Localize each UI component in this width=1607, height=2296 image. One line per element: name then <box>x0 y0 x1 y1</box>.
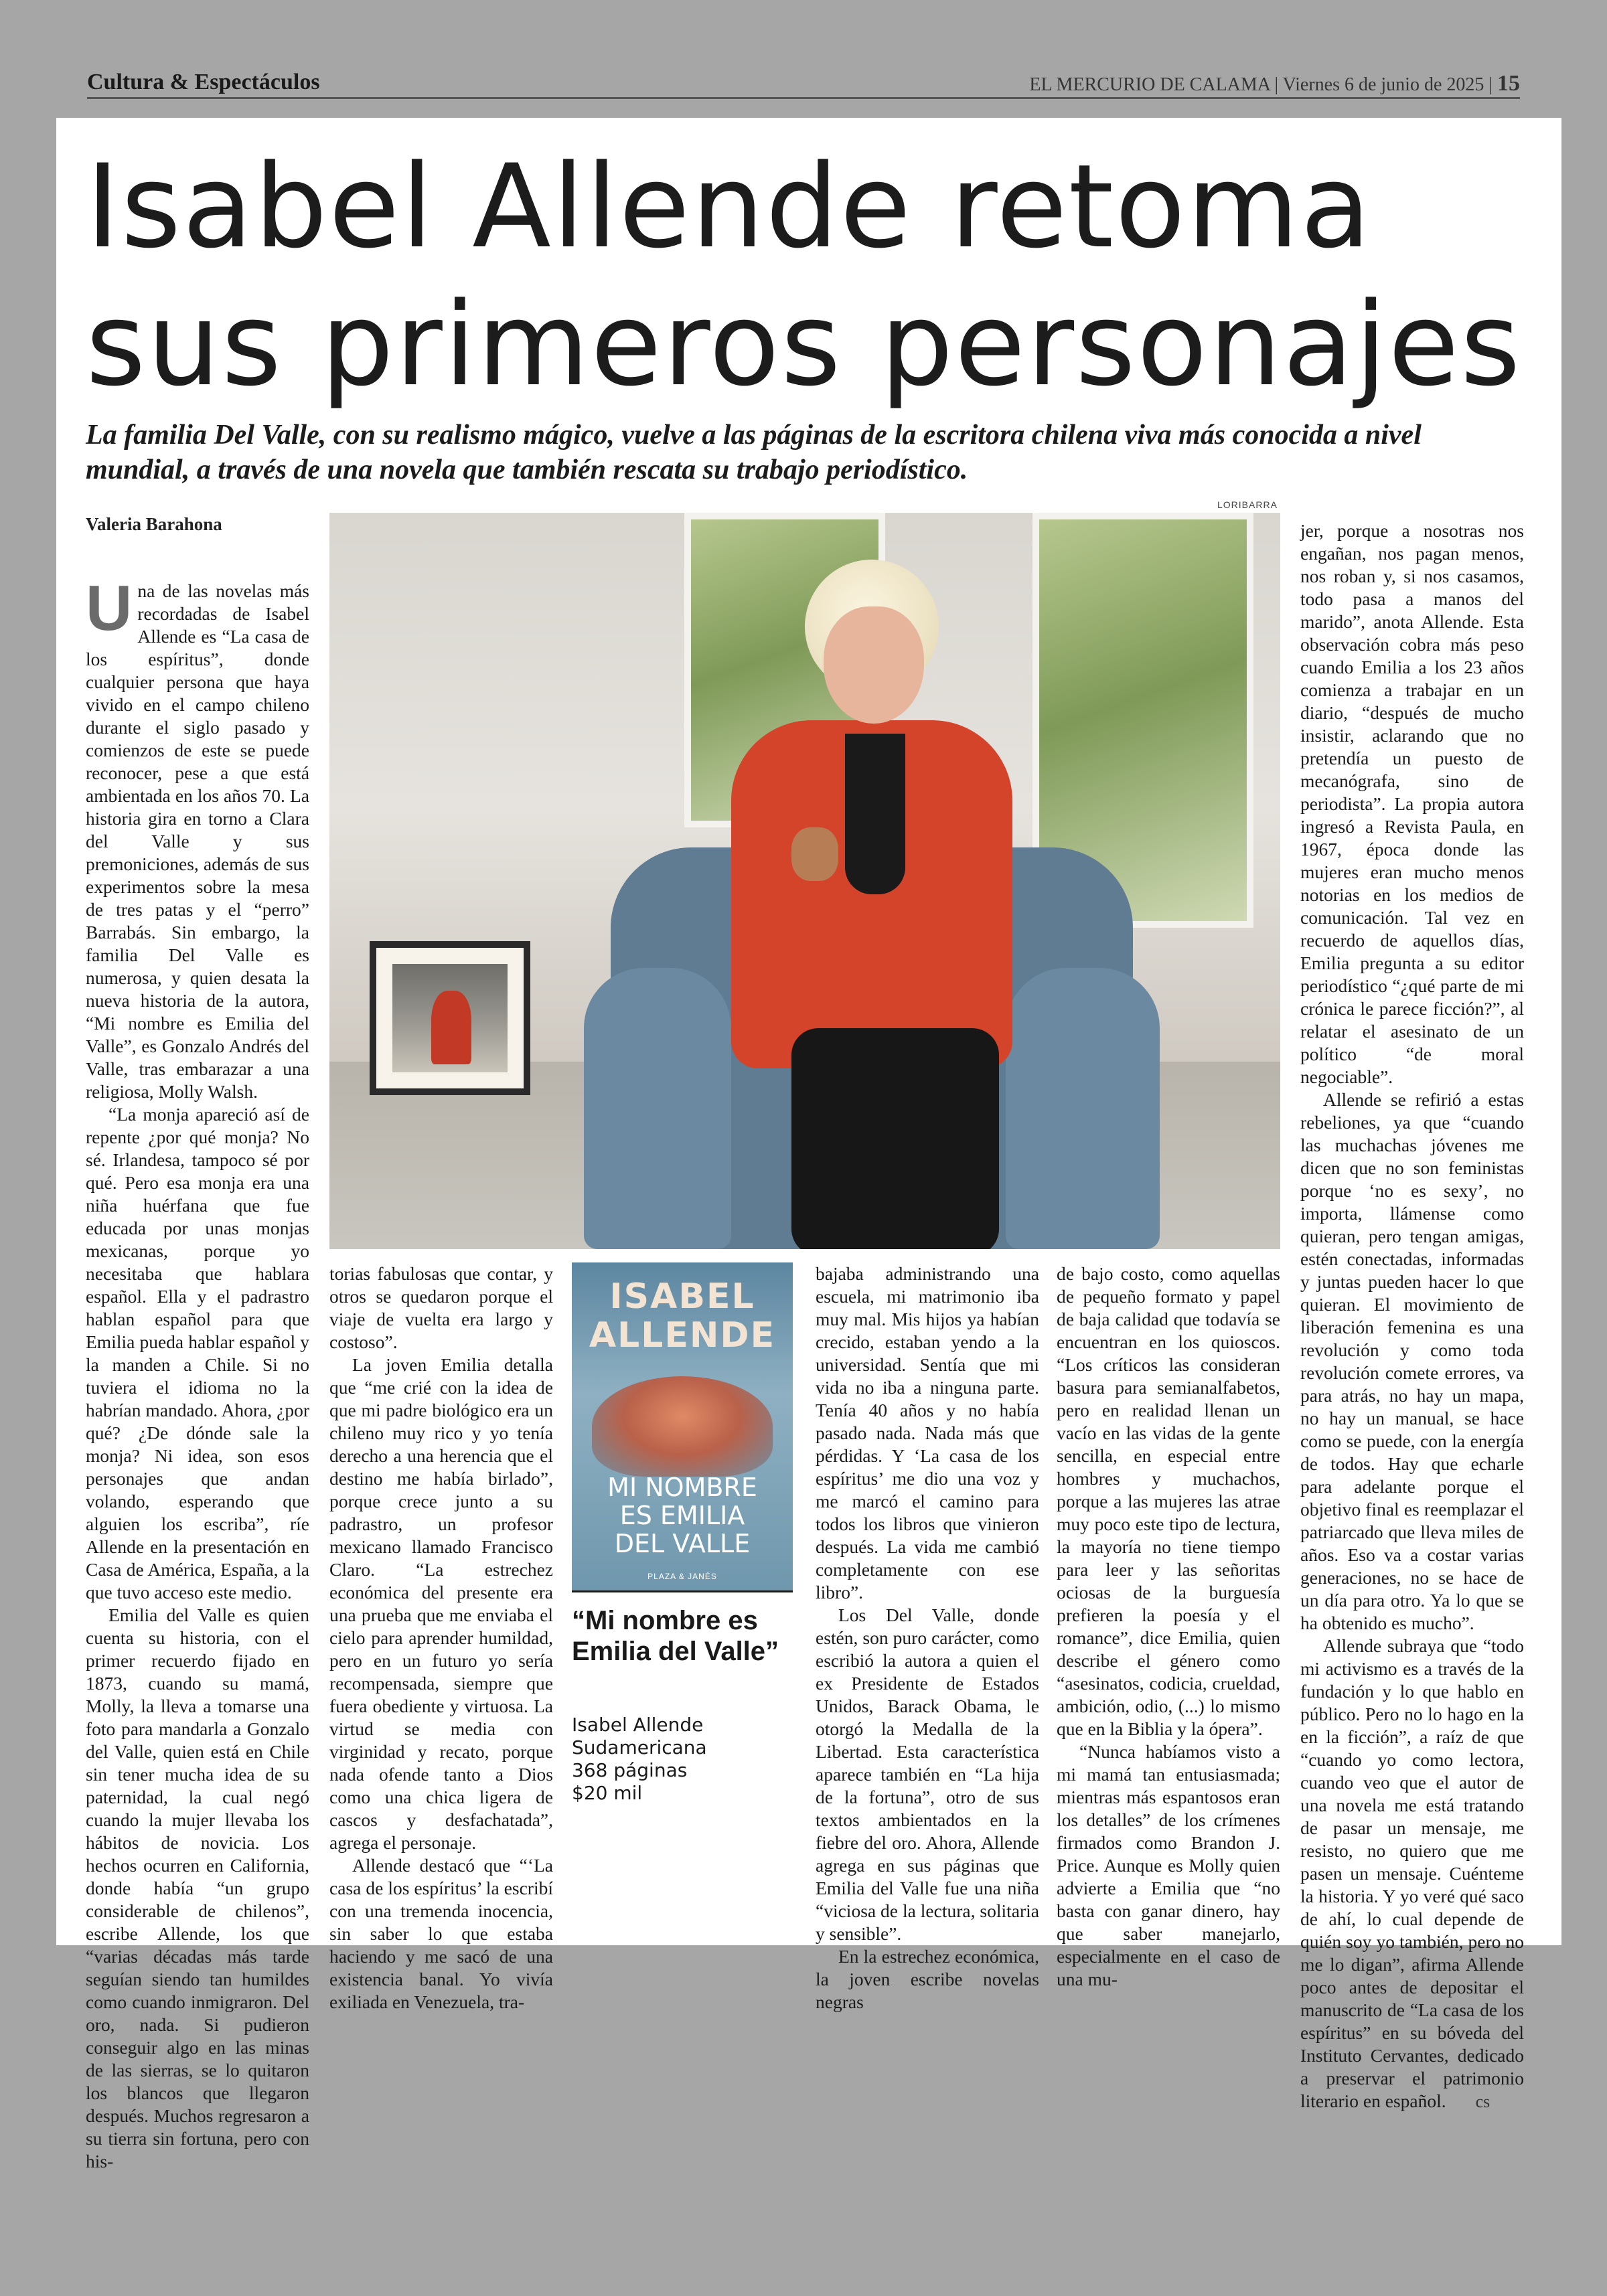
folio-right: EL MERCURIO DE CALAMA | Viernes 6 de junio de 2025 | 15 <box>1029 71 1520 96</box>
page-number: 15 <box>1497 71 1520 96</box>
dropcap: U <box>86 572 133 644</box>
photo-credit: LORIBARRA <box>1217 499 1278 510</box>
paragraph: “Nunca habíamos visto a mi mamá tan entusiasmada; mientras más espantosos eran los detalles” de los crímenes firmados como Brandon J. Price. Aunque es Molly quien advierte a Emilia que “no basta con ganar dinero, hay que saber manejarlo, especialmente en el caso de una mu- <box>1057 1741 1280 1989</box>
column-2 <box>329 1262 553 2014</box>
book-publisher: Sudamericana <box>572 1736 707 1758</box>
paragraph: Emilia del Valle es quien cuenta su historia, con el primer recuerdo fijado en 1873, cuando su mamá, Molly, la lleva a tomarse una foto para mandarla a Gonzalo del Valle, quien está en Chile sin tener mucha idea de su paternidad, la cual negó cuando la mujer llevaba los hábitos de novicia. Los hechos ocurren en California, donde había “un grupo considerable de chilenos”, escribe Allende, los que “varias décadas más tarde seguían siendo tan humildes como cuando inmigraron. Del oro, nada. Si pudieron conseguir algo en las minas de las sierras, se lo quitaron los blancos que llegaron después. Muchos regresaron a su tierra sin fortuna, pero con his- <box>86 1605 309 2171</box>
cover-title: MI NOMBRE ES EMILIA DEL VALLE <box>607 1473 757 1558</box>
page-folio <box>87 70 1520 99</box>
paragraph: Allende subraya que “todo mi activismo es a través de la fundación y lo que hablo en público. Pero no lo hago en la en la ficción”, a raíz de que “cuando yo como lectora, cuando veo que el autor de una novela me está tratando de pasar un mensaje, me resisto, no quiero que me pasen un mensaje. Cuénteme la historia. Y yo veré qué saco de ahí, lo cual depende de quién soy yo también, pero no me lo digan”, afirma Allende poco antes de depositar el manuscrito de “La casa de los espíritus” en su bóveda del Instituto Cervantes, dedicado a preservar el patrimonio literario en español. cs <box>1300 1635 1524 2113</box>
book-author: Isabel Allende <box>572 1714 704 1736</box>
cover-illustration <box>592 1376 773 1477</box>
headline-line-1: Isabel Allende retoma <box>86 139 1373 274</box>
byline: Valeria Barahona <box>86 514 222 534</box>
newspaper-name: EL MERCURIO DE CALAMA <box>1029 74 1270 95</box>
headline-line-2: sus primeros personajes <box>86 277 1522 412</box>
divider <box>572 1590 793 1592</box>
column-5 <box>1300 519 1524 2113</box>
section-title: Cultura & Espectáculos <box>87 70 320 94</box>
headline <box>86 138 1522 414</box>
paragraph: torias fabulosas que contar, y otros se quedaron porque el viaje de vuelta era largo y costoso”. <box>329 1263 553 1352</box>
paragraph: Allende se refirió a estas rebeliones, ya que “cuando las muchachas jóvenes me dicen que no son feministas porque ‘no es sexy’, no importa, llámense como quieran, pero tengan amigas, estén conectadas, informadas y juntas pueden hacer lo que quieran. El movimiento de liberación femenina es una revolución y como toda revolución comete errores, va para atrás, no hay un mapa, no hay un manual, se hace como se puede, con la energía de todos. Hay que echarle para adelante porque el objetivo final es reemplazar el patriarcado que lleva miles de años. Eso va a costar varias generaciones, no se hace de un día para otro. Ya lo que se ha obtenido es mucho”. <box>1300 1089 1524 1633</box>
book-cover <box>572 1262 793 1590</box>
book-price: $20 mil <box>572 1782 643 1804</box>
book-pages: 368 páginas <box>572 1759 688 1781</box>
paragraph: Una de las novelas más recordadas de Isabel Allende es “La casa de los espíritus”, donde cualquier persona que haya vivido en el campo chileno durante el siglo pasado y comienzos de este se puede reconocer, pese a que está ambientada en los años 70. La historia gira en torno a Clara del Valle y sus premoniciones, además de sus experimentos sobre la mesa de tres patas y el “perro” Barrabás. Sin embargo, la familia Del Valle es numerosa, y quien desata la nueva historia de la autora, “Mi nombre es Emilia del Valle”, es Gonzalo Andrés del Valle, tras embarazar a una religiosa, Molly Walsh. <box>86 572 309 1102</box>
book-card <box>572 1262 846 1945</box>
paragraph: bajaba administrando una escuela, mi matrimonio iba muy mal. Mis hijos ya habían crecido, estaban yendo a la universidad. Sentía que mi vida no iba a ninguna parte. Tenía 40 años y no había pasado nada. Nada más que pérdidas. Y ‘La casa de los espíritus’ me dio una voz y me marcó el camino para todos los libros que vinieron después. La vida me cambió completamente con ese libro”. <box>816 1263 1039 1603</box>
paragraph: Los Del Valle, donde estén, son puro carácter, como escribió la autora a quien el ex Presidente de Estados Unidos, Barack Obama, le otorgó la Medalla de la Libertad. Esta característica aparece también en “La hija de la fortuna”, otro de sus textos ambientados en la fiebre del oro. Ahora, Allende agrega en sus páginas que Emilia del Valle fue una niña “viciosa de la lectura, solitaria y sensible”. <box>816 1605 1039 1944</box>
author-photo <box>329 513 1280 1249</box>
column-3 <box>816 1262 1039 2014</box>
book-info <box>572 1714 793 1805</box>
issue-date: Viernes 6 de junio de 2025 <box>1282 74 1484 95</box>
paragraph: Allende destacó que “‘La casa de los espíritus’ la escribí con una tremenda inocencia, sin saber lo que estaba haciendo y me sacó de una existencia banal. Yo vivía exiliada en Venezuela, tra- <box>329 1855 553 2012</box>
end-mark: cs <box>1475 2092 1490 2111</box>
book-title: “Mi nombre es Emilia del Valle” <box>572 1606 779 1666</box>
column-4 <box>1057 1262 1280 1991</box>
paragraph: La joven Emilia detalla que “me crié con la idea de que mi padre biológico era un chileno muy rico y yo tenía derecho a una herencia que el destino me había birlado”, porque crece junto a su padrastro, un profesor mexicano llamado Francisco Claro. “La estrechez económica del presente era una prueba que me enviaba el cielo para aprender humildad, pero en un futuro yo sería recompensada, siempre que fuera obediente y virtuosa. La virtud se media con virginidad y recato, porque nada ofende tanto a Dios como una chica ligera de cascos y desfachatada”, agrega el personaje. <box>329 1354 553 1853</box>
portrait-figure <box>731 560 1012 1249</box>
framed-picture <box>370 941 530 1095</box>
column-1 <box>86 572 309 2173</box>
paragraph: En la estrechez económica, la joven escribe novelas negras <box>816 1946 1039 2012</box>
article-page <box>56 118 1561 2171</box>
cover-publisher: PLAZA & JANÉS <box>647 1572 717 1581</box>
paragraph: jer, porque a nosotras nos engañan, nos pagan menos, nos roban y, si nos casamos, todo pasa a manos del marido”, anota Allende. Esta observación cobra más peso cuando Emilia a los 23 años comienza a trabajar en un diario, “después de mucho insistir, aclarando que no pretendía un puesto de mecanógrafa, sino de periodista”. La propia autora ingresó a Revista Paula, en 1967, época donde las mujeres eran mucho menos notorias en los medios de comunicación. Tal vez en recuerdo de aquellos días, Emilia pregunta a su editor periodístico “¿qué parte de mi crónica le parece ficción?”, al relatar el asesinato de un político “de moral negociable”. <box>1300 520 1524 1087</box>
paragraph: de bajo costo, como aquellas de pequeño formato y papel de baja calidad que todavía se encuentran en los quioscos. “Los críticos las consideran basura para semianalfabetos, pero en realidad llenan un vacío en las vidas de la gente sencilla, en especial entre hombres y muchachos, porque a las mujeres las atrae muy poco este tipo de lectura, la mayoría no tiene tiempo para leer y las señoritas ociosas de la burguesía prefieren la poesía y el romance”, dice Emilia, quien describe el género como “asesinatos, codicia, crueldad, ambición, odio, (...) lo mismo que en la Biblia y la ópera”. <box>1057 1263 1280 1739</box>
lede: La familia Del Valle, con su realismo mágico, vuelve a las páginas de la escritora chilena viva más conocida a nivel mundial, a través de una novela que también rescata su trabajo periodístico. <box>86 420 1422 485</box>
paragraph: “La monja apareció así de repente ¿por qué monja? No sé. Irlandesa, tampoco sé por qué. Pero esa monja era una niña huérfana que fue educada por unas monjas mexicanas, porque yo necesitaba que hablara español. Ella y el padrastro hablan español para que Emilia pueda hablar español y la manden a Chile. Si no tuviera el idioma no la habrían mandado. Ahora, ¿por qué? ¿De dónde sale la monja? Ni idea, son esos personajes que andan volando, esperando que alguien los escriba”, ríe Allende en la presentación en Casa de América, España, a la que tuvo acceso este medio. <box>86 1104 309 1603</box>
cover-author: ISABEL ALLENDE <box>589 1277 776 1356</box>
